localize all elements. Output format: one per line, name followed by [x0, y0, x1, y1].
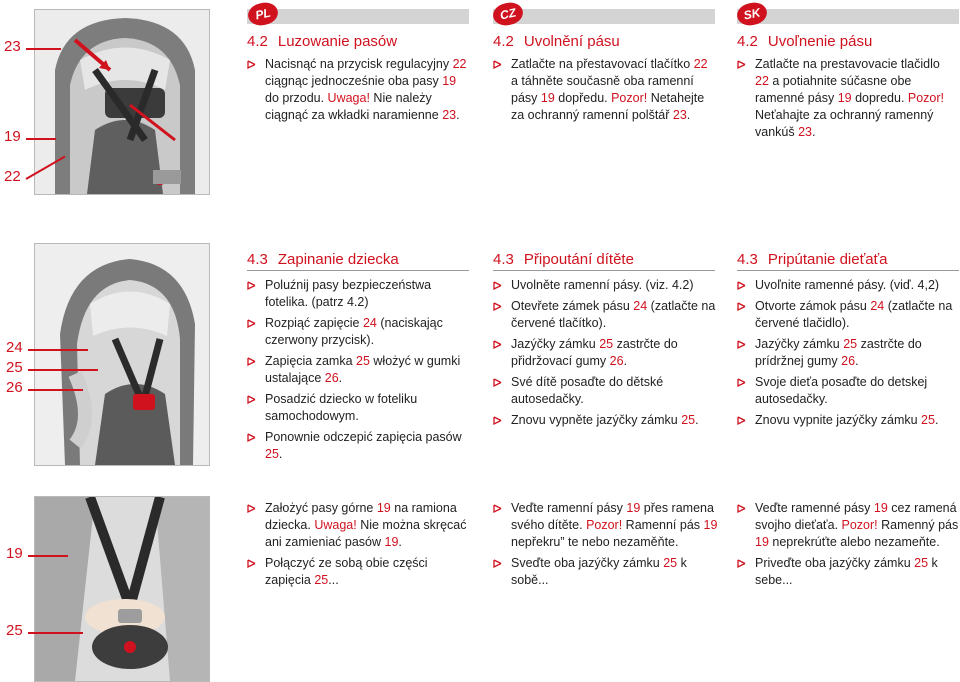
- instruction-item: [493, 298, 718, 332]
- instruction-text: Nie można skręcać ani zamieniać pasów: [265, 518, 467, 549]
- highlight-text: 23: [798, 125, 812, 139]
- arrow-right-icon: [247, 394, 258, 405]
- callout-label-22: 22: [4, 168, 21, 185]
- callout-label-24: 24: [6, 339, 23, 356]
- instruction-text: Veďte ramenní pásy: [511, 501, 627, 515]
- highlight-text: 19: [755, 535, 769, 549]
- instruction-text: ...: [328, 573, 339, 587]
- instruction-text: Znovu vypněte jazýčky zámku: [511, 413, 682, 427]
- highlight-text: 25: [265, 447, 279, 461]
- language-tag-cz: CZ: [491, 0, 525, 28]
- highlight-text: 23: [442, 108, 457, 122]
- instruction-text: Neťahajte za ochranný ramenný vankúš: [755, 108, 934, 139]
- language-tag-pl: PL: [246, 0, 280, 28]
- instruction-item: [247, 56, 472, 124]
- highlight-text: 25: [843, 337, 858, 351]
- highlight-text: 19: [540, 91, 555, 105]
- highlight-text: 19: [873, 501, 888, 515]
- photo-fastening-buckle: [34, 496, 210, 682]
- highlight-text: Pozor!: [586, 518, 623, 532]
- instruction-text: .: [456, 108, 460, 122]
- instruction-text: zastrčte do přidržovací gumy: [511, 337, 678, 368]
- arrow-right-icon: [493, 59, 504, 70]
- instruction-text: .: [278, 447, 283, 461]
- instruction-text: .: [695, 413, 699, 427]
- highlight-text: 22: [693, 57, 708, 71]
- highlight-text: Uwaga!: [314, 518, 357, 532]
- highlight-text: 19: [837, 91, 852, 105]
- section2-cz: [493, 251, 718, 429]
- instruction-text: a táhněte současně oba ramenní pásy: [511, 74, 694, 105]
- instruction-text: Veďte ramenné pásy: [755, 501, 874, 515]
- instruction-text: (naciskając czerwony przycisk).: [265, 316, 443, 347]
- instruction-text: Ponownie odczepić zapięcia pasów: [265, 430, 462, 444]
- instruction-text: k sobě...: [511, 556, 687, 587]
- instruction-text: přes ramena svého dítěte.: [511, 501, 714, 532]
- instruction-item: [247, 315, 472, 349]
- instruction-item: [493, 56, 718, 124]
- arrow-right-icon: [493, 301, 504, 312]
- section2-cz-heading: 4.3 Připoutání dítěte: [493, 251, 634, 268]
- callout-line-19: [26, 138, 56, 140]
- instruction-item: [493, 500, 718, 551]
- section2-sk-heading: 4.3 Pripútanie dieťaťa: [737, 251, 888, 268]
- header-bar-cz: [493, 9, 715, 24]
- instruction-text: Zatlačte na přestavovací tlačítko: [511, 57, 694, 71]
- instruction-text: cez ramená svojho dieťaťa.: [755, 501, 957, 532]
- instruction-text: Jazýčky zámku: [511, 337, 600, 351]
- highlight-text: Uwaga!: [327, 91, 370, 105]
- callout-label-26: 26: [6, 379, 23, 396]
- instruction-item: [737, 374, 959, 408]
- section3-sk-list: [737, 500, 959, 589]
- instruction-text: Svoje dieťa posaďte do detskej autosedačky.: [755, 375, 928, 406]
- instruction-text: Sveďte oba jazýčky zámku: [511, 556, 664, 570]
- arrow-right-icon: [247, 558, 258, 569]
- instruction-text: Otvorte zámok pásu: [755, 299, 871, 313]
- section1-sk: [737, 33, 957, 141]
- instruction-text: Otevřete zámek pásu: [511, 299, 634, 313]
- section3-cz-list: [493, 500, 718, 589]
- instruction-item: [493, 555, 718, 589]
- arrow-right-icon: [737, 280, 748, 291]
- arrow-right-icon: [247, 318, 258, 329]
- callout-line-26: [28, 389, 83, 391]
- instruction-text: Znovu vypnite jazýčky zámku: [755, 413, 922, 427]
- highlight-text: 24: [870, 299, 885, 313]
- highlight-text: 25: [921, 413, 935, 427]
- instruction-text: a potiahnite súčasne obe ramenné pásy: [755, 74, 912, 105]
- highlight-text: 26: [609, 354, 624, 368]
- highlight-text: 19: [384, 535, 399, 549]
- highlight-text: 25: [599, 337, 614, 351]
- instruction-text: neprekrúťte alebo nezameňte.: [768, 535, 940, 549]
- arrow-right-icon: [493, 503, 504, 514]
- highlight-text: 25: [356, 354, 370, 368]
- callout-label-25-lower: 25: [6, 622, 23, 639]
- section1-cz: [493, 33, 718, 124]
- language-tag-sk: SK: [735, 0, 769, 28]
- arrow-right-icon: [737, 503, 748, 514]
- instruction-text: Nie należy ciągnąć za wkładki naramienne: [265, 91, 443, 122]
- section2-sk: [737, 251, 959, 429]
- section3-pl: [247, 500, 472, 589]
- instruction-text: do przodu.: [265, 91, 328, 105]
- instruction-text: Połączyć ze sobą obie części zapięcia: [265, 556, 428, 587]
- instruction-item: [737, 56, 957, 141]
- instruction-text: Jazýčky zámku: [755, 337, 844, 351]
- arrow-right-icon: [737, 59, 748, 70]
- section2-pl-list: [247, 277, 472, 463]
- instruction-text: ciągnąc jednocześnie oba pasy: [265, 74, 443, 88]
- section2-sk-rule: [737, 270, 959, 271]
- arrow-right-icon: [247, 280, 258, 291]
- callout-line-23: [26, 48, 61, 50]
- highlight-text: 25: [681, 413, 696, 427]
- seat-illustration-3: [35, 497, 209, 681]
- instruction-text: Ramenní pás: [622, 518, 704, 532]
- instruction-item: [737, 500, 959, 551]
- highlight-text: 25: [314, 573, 329, 587]
- instruction-item: [247, 500, 472, 551]
- arrow-right-icon: [493, 339, 504, 350]
- section2-pl: [247, 251, 472, 463]
- arrow-right-icon: [493, 280, 504, 291]
- highlight-text: 25: [914, 556, 929, 570]
- photo-buckling-child: [34, 243, 210, 466]
- instruction-text: Uvolněte ramenní pásy. (viz. 4.2): [511, 278, 694, 292]
- highlight-text: 19: [376, 501, 391, 515]
- instruction-text: Zatlačte na prestavovacie tlačidlo: [755, 57, 940, 71]
- instruction-text: (zatlačte na červené tlačítko).: [511, 299, 716, 330]
- arrow-right-icon: [247, 432, 258, 443]
- section2-pl-heading: 4.3 Zapinanie dziecka: [247, 251, 399, 268]
- highlight-text: Pozor!: [841, 518, 878, 532]
- arrow-right-icon: [247, 356, 258, 367]
- instruction-text: Założyć pasy górne: [265, 501, 377, 515]
- seat-illustration-1: [35, 10, 209, 194]
- section2-pl-rule: [247, 270, 469, 271]
- instruction-item: [737, 277, 959, 294]
- arrow-right-icon: [737, 415, 748, 426]
- instruction-item: [247, 429, 472, 463]
- section1-pl-heading: 4.2 Luzowanie pasów: [247, 33, 398, 50]
- callout-label-25: 25: [6, 359, 23, 376]
- section1-pl-list: [247, 56, 472, 124]
- instruction-item: [737, 298, 959, 332]
- arrow-right-icon: [737, 558, 748, 569]
- section1-cz-list: [493, 56, 718, 124]
- instruction-text: Nacisnąć na przycisk regulacyjny: [265, 57, 453, 71]
- section3-sk: [737, 500, 959, 589]
- highlight-text: 25: [663, 556, 678, 570]
- section3-cz: [493, 500, 718, 589]
- section1-sk-list: [737, 56, 957, 141]
- instruction-item: [247, 353, 472, 387]
- instruction-text: dopředu.: [554, 91, 612, 105]
- instruction-item: [737, 336, 959, 370]
- instruction-item: [737, 412, 959, 429]
- seat-illustration-2: [35, 244, 209, 465]
- instruction-item: [247, 391, 472, 425]
- instruction-item: [493, 277, 718, 294]
- callout-line-25: [28, 369, 98, 371]
- instruction-text: Poluźnij pasy bezpieczeństwa fotelika. (patrz 4.2): [265, 278, 432, 309]
- instruction-text: k sebe...: [755, 556, 938, 587]
- callout-label-19-lower: 19: [6, 545, 23, 562]
- instruction-text: .: [812, 125, 816, 139]
- arrow-right-icon: [247, 59, 258, 70]
- instruction-text: .: [934, 413, 939, 427]
- instruction-text: (zatlačte na červené tlačidlo).: [755, 299, 953, 330]
- instruction-text: Priveďte oba jazýčky zámku: [755, 556, 915, 570]
- highlight-text: Pozor!: [611, 91, 648, 105]
- highlight-text: 24: [633, 299, 648, 313]
- section2-cz-rule: [493, 270, 715, 271]
- section2-cz-list: [493, 277, 718, 429]
- highlight-text: 23: [672, 108, 687, 122]
- highlight-text: 19: [703, 518, 718, 532]
- highlight-text: 22: [452, 57, 467, 71]
- highlight-text: 26: [841, 354, 856, 368]
- instruction-text: Zapięcia zamka: [265, 354, 357, 368]
- instruction-text: Ramenný pás: [877, 518, 959, 532]
- arrow-right-icon: [737, 377, 748, 388]
- arrow-right-icon: [493, 558, 504, 569]
- section1-pl: [247, 33, 472, 124]
- header-bar-pl: [247, 9, 469, 24]
- photo-loosening-harness: [34, 9, 210, 195]
- instruction-text: .: [398, 535, 402, 549]
- instruction-item: [247, 555, 472, 589]
- section1-cz-heading: 4.2 Uvolnění pásu: [493, 33, 620, 50]
- highlight-text: 19: [442, 74, 457, 88]
- instruction-text: Uvoľnite ramenné pásy. (viď. 4,2): [755, 278, 940, 292]
- instruction-text: Posadzić dziecko w foteliku samochodowym.: [265, 392, 418, 423]
- instruction-text: zastrčte do prídržnej gumy: [755, 337, 922, 368]
- instruction-text: nepřekru” te nebo nezaměňte.: [511, 535, 679, 549]
- instruction-item: [737, 555, 959, 589]
- instruction-item: [247, 277, 472, 311]
- arrow-right-icon: [493, 377, 504, 388]
- highlight-text: 26: [324, 371, 339, 385]
- highlight-text: 24: [362, 316, 377, 330]
- instruction-text: na ramiona dziecka.: [265, 501, 457, 532]
- instruction-text: włożyć w gumki ustalające: [265, 354, 461, 385]
- callout-line-25-lower: [28, 632, 83, 634]
- instruction-text: Své dítě posaďte do dětské autosedačky.: [511, 375, 664, 406]
- highlight-text: Pozor!: [907, 91, 945, 105]
- arrow-right-icon: [247, 503, 258, 514]
- callout-label-23: 23: [4, 38, 21, 55]
- instruction-text: .: [623, 354, 628, 368]
- instruction-text: Netahejte za ochranný ramenní polštář: [511, 91, 705, 122]
- instruction-item: [493, 412, 718, 429]
- section2-sk-list: [737, 277, 959, 429]
- highlight-text: 22: [755, 74, 769, 88]
- callout-label-19: 19: [4, 128, 21, 145]
- arrow-right-icon: [737, 301, 748, 312]
- section1-sk-heading: 4.2 Uvoľnenie pásu: [737, 33, 873, 50]
- instruction-item: [493, 336, 718, 370]
- instruction-text: .: [338, 371, 343, 385]
- header-bar-sk: [737, 9, 959, 24]
- instruction-text: .: [855, 354, 859, 368]
- section3-pl-list: [247, 500, 472, 589]
- instruction-text: .: [686, 108, 691, 122]
- arrow-right-icon: [737, 339, 748, 350]
- arrow-right-icon: [493, 415, 504, 426]
- instruction-item: [493, 374, 718, 408]
- instruction-text: dopredu.: [851, 91, 908, 105]
- highlight-text: 19: [626, 501, 641, 515]
- instruction-text: Rozpiąć zapięcie: [265, 316, 363, 330]
- callout-line-24: [28, 349, 88, 351]
- callout-line-19-lower: [28, 555, 68, 557]
